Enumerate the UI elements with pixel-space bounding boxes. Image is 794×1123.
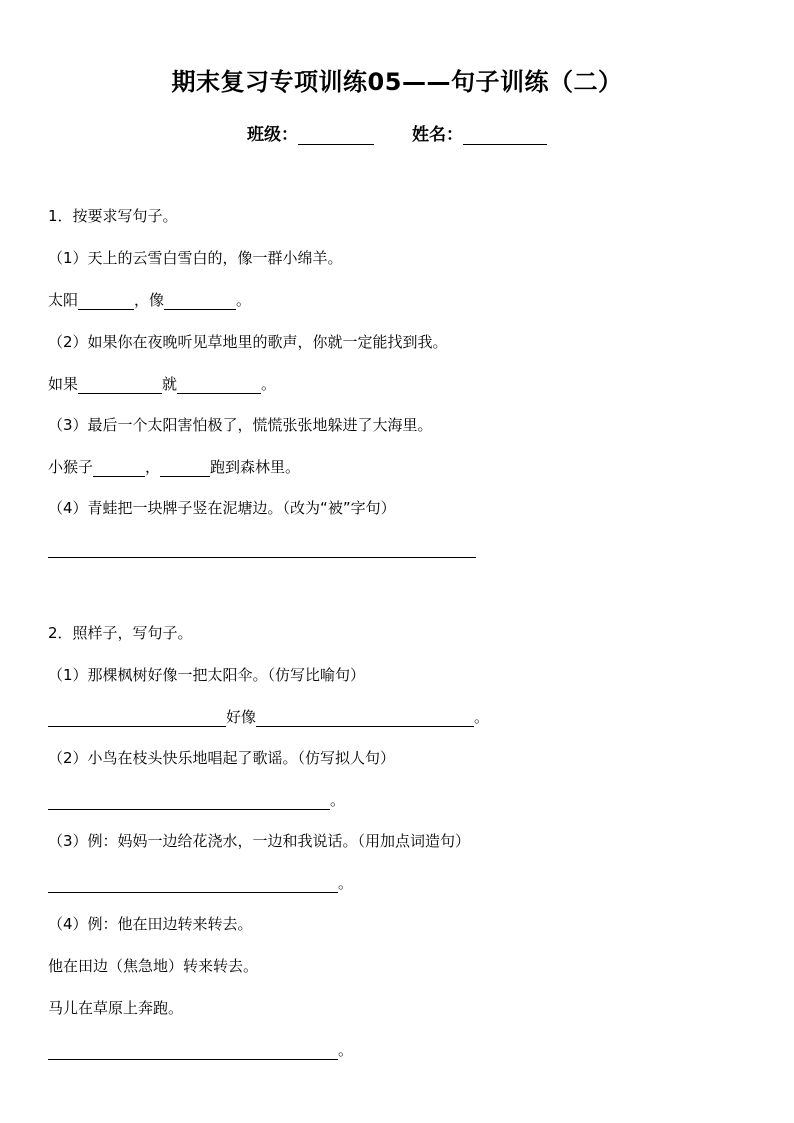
q1-sentence-1: （1）天上的云雪白雪白的，像一群小绵羊。 xyxy=(48,249,343,267)
answer-blank[interactable] xyxy=(48,1043,338,1060)
q2-answer-4 xyxy=(48,1040,353,1060)
q2-sentence-2: （2）小鸟在枝头快乐地唱起了歌谣。（仿写拟人句） xyxy=(48,749,396,767)
page-title: 期末复习专项训练05——句子训练（二） xyxy=(171,68,623,96)
q2-answer-4-end: 。 xyxy=(338,1041,354,1059)
q2-answer-3-end: 。 xyxy=(338,874,354,892)
q2-answer-1 xyxy=(48,707,489,727)
answer-blank[interactable] xyxy=(48,793,330,810)
q2-sentence-4: （4）例：他在田边转来转去。 xyxy=(48,915,253,933)
q1-answer-1 xyxy=(48,290,251,310)
q2-answer-1-end: 。 xyxy=(474,708,490,726)
answer-blank[interactable] xyxy=(93,460,145,477)
answer-blank[interactable] xyxy=(164,293,236,310)
q1-answer-2-prefix: 如果 xyxy=(48,375,79,393)
q1-sentence-4: （4）青蛙把一块牌子竖在泥塘边。（改为“被”字句） xyxy=(48,499,396,517)
student-info xyxy=(0,120,794,145)
q1-answer-4-line[interactable] xyxy=(48,557,476,558)
q1-answer-3-end: 跑到森林里。 xyxy=(210,458,301,476)
q1-answer-2-end: 。 xyxy=(261,375,277,393)
q1-answer-1-middle: ，像 xyxy=(134,291,165,309)
q1-sentence-2: （2）如果你在夜晚听见草地里的歌声，你就一定能找到我。 xyxy=(48,333,448,351)
q1-sentence-3: （3）最后一个太阳害怕极了，慌慌张张地躲进了大海里。 xyxy=(48,416,433,434)
q1-answer-2-middle: 就 xyxy=(162,375,178,393)
q1-answer-3-prefix: 小猴子 xyxy=(48,458,94,476)
answer-blank[interactable] xyxy=(177,377,261,394)
q1-answer-3-middle: ， xyxy=(145,458,161,476)
answer-blank[interactable] xyxy=(256,710,474,727)
q2-answer-2 xyxy=(48,790,345,810)
q2-prompt: 马儿在草原上奔跑。 xyxy=(48,999,184,1017)
q2-sentence-1: （1）那棵枫树好像一把太阳伞。（仿写比喻句） xyxy=(48,666,366,684)
q1-answer-1-end: 。 xyxy=(236,291,252,309)
name-label: 姓名： xyxy=(411,125,463,145)
name-blank[interactable] xyxy=(463,126,547,145)
q1-answer-2 xyxy=(48,374,276,394)
q2-example: 他在田边（焦急地）转来转去。 xyxy=(48,957,259,975)
class-blank[interactable] xyxy=(298,126,374,145)
class-field xyxy=(247,120,374,145)
answer-blank[interactable] xyxy=(160,460,210,477)
q2-answer-1-middle: 好像 xyxy=(226,708,257,726)
q2-answer-2-end: 。 xyxy=(330,791,346,809)
answer-blank[interactable] xyxy=(48,876,338,893)
q2-heading: 2．照样子，写句子。 xyxy=(48,624,193,642)
answer-blank[interactable] xyxy=(78,377,162,394)
q2-answer-3 xyxy=(48,873,353,893)
q1-answer-3 xyxy=(48,457,300,477)
class-label: 班级： xyxy=(247,125,299,145)
q1-answer-1-prefix: 太阳 xyxy=(48,291,79,309)
q2-sentence-3: （3）例：妈妈一边给花浇水，一边和我说话。（用加点词造句） xyxy=(48,832,471,850)
q1-heading: 1．按要求写句子。 xyxy=(48,207,178,225)
answer-blank[interactable] xyxy=(48,710,226,727)
answer-blank[interactable] xyxy=(78,293,134,310)
name-field xyxy=(412,120,547,145)
